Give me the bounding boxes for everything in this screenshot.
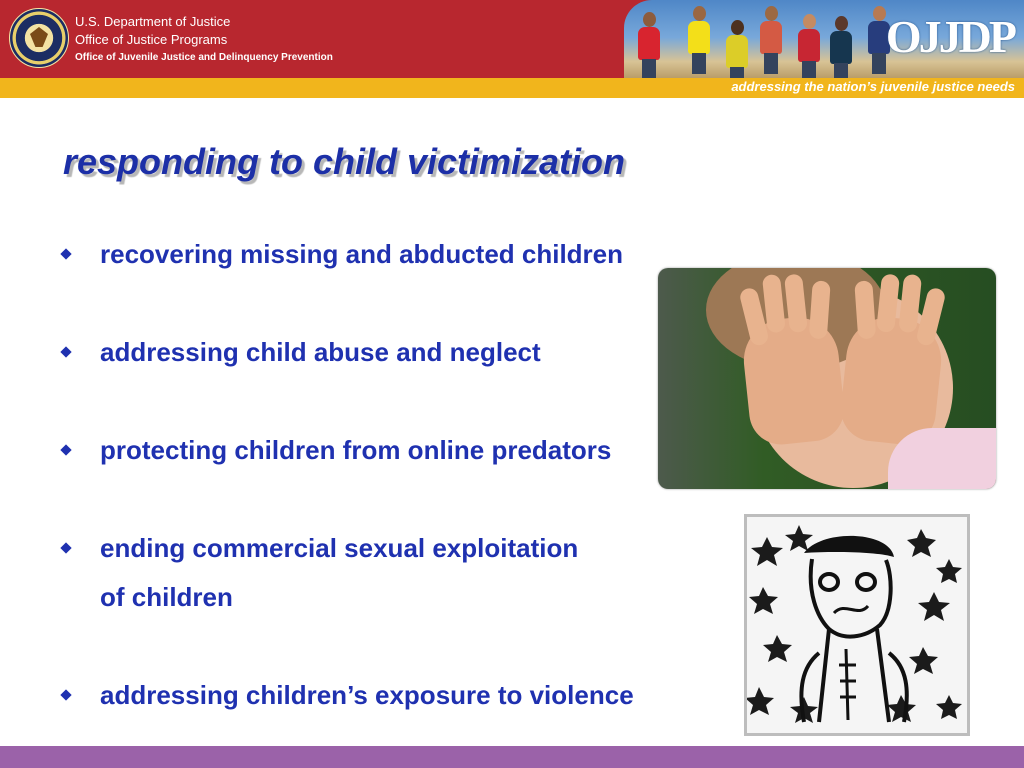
bullet-item [62, 230, 712, 279]
pink-shirt [888, 428, 996, 489]
diamond-bullet-icon [60, 248, 71, 259]
bullet-text: ending commercial sexual exploitation [100, 533, 579, 563]
child-drawing-art [747, 517, 967, 733]
agency-header [0, 0, 1024, 78]
drawn-eye [857, 574, 875, 590]
bullet-item [62, 426, 712, 475]
ojjdp-logo: OJJDP [885, 11, 1014, 62]
bullet-item [62, 524, 712, 622]
child-covering-eyes-photo [658, 268, 996, 489]
bullet-text: addressing children’s exposure to violence [100, 680, 634, 710]
tagline-bar [0, 78, 1024, 98]
agency-line-doj: U.S. Department of Justice [75, 14, 231, 29]
child-figure [760, 6, 782, 74]
child-drawing [744, 514, 970, 736]
agency-tagline: addressing the nation’s juvenile justice needs [731, 79, 1015, 94]
diamond-bullet-icon [60, 689, 71, 700]
children-header-photo [624, 0, 1024, 78]
bullet-text-continuation: of children [100, 582, 233, 612]
bullet-item [62, 671, 712, 720]
child-figure [638, 12, 660, 74]
diamond-bullet-icon [60, 444, 71, 455]
child-figure [798, 14, 820, 74]
agency-line-ojp: Office of Justice Programs [75, 32, 228, 47]
diamond-bullet-icon [60, 542, 71, 553]
slide-title: responding to child victimization [63, 141, 626, 182]
bullet-text: protecting children from online predators [100, 435, 612, 465]
child-figure [726, 20, 748, 74]
agency-line-ojjdp: Office of Juvenile Justice and Delinquency Prevention [75, 52, 333, 63]
eagle-icon [30, 27, 48, 47]
drawn-scar [839, 649, 856, 720]
agency-name-block [75, 13, 333, 66]
child-figure [830, 16, 852, 74]
bullet-text: addressing child abuse and neglect [100, 337, 541, 367]
drawn-mouth [834, 606, 868, 613]
bullet-item [62, 328, 712, 377]
purple-footer-bar [0, 746, 1024, 768]
victimization-bullet-list [62, 230, 712, 720]
drawn-face [811, 559, 891, 637]
black-stars-pattern [747, 525, 962, 723]
drawn-hair [804, 536, 894, 557]
diamond-bullet-icon [60, 346, 71, 357]
child-figure [688, 6, 710, 74]
bullet-text: recovering missing and abducted children [100, 239, 624, 269]
doj-seal-icon [9, 8, 69, 68]
drawn-eye [820, 574, 838, 590]
